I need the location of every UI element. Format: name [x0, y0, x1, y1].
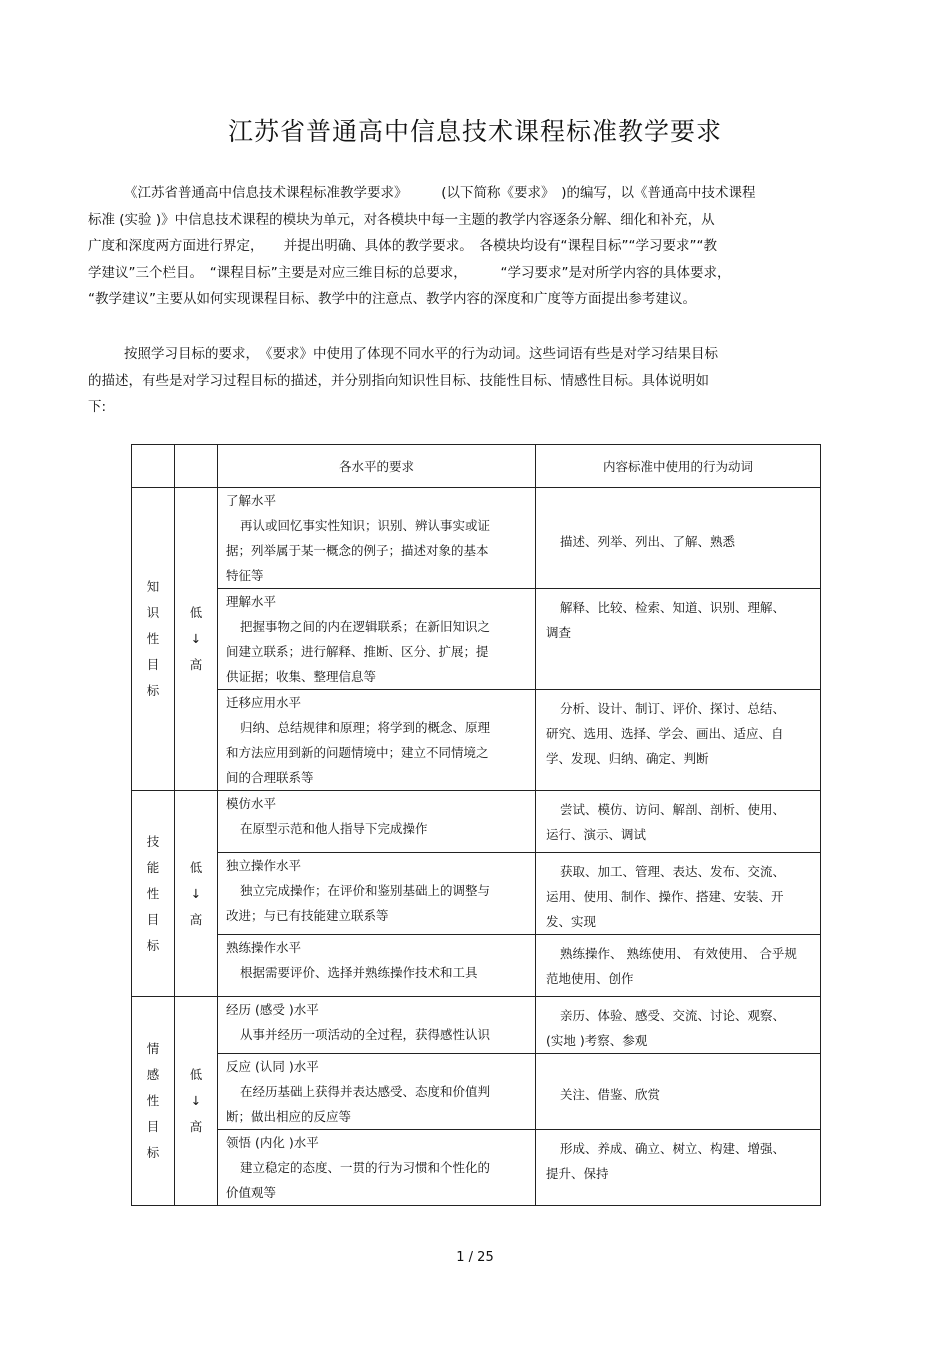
verbs-line: 获取、加工、管理、表达、发布、交流、 [560, 864, 786, 879]
text-line: 学建议”三个栏目。 “课程目标”主要是对应三维目标的总要求， “学习要求”是对所学内容的具体要求， [88, 264, 731, 281]
level-description-line: 把握事物之间的内在逻辑联系；在新旧知识之 [240, 619, 491, 634]
category-cell [132, 488, 175, 791]
verbs-line: 关注、借鉴、欣赏 [560, 1087, 661, 1102]
category-char: 能 [146, 859, 160, 875]
down-arrow-icon: ↓ [190, 631, 202, 646]
text-line: 的描述，有些是对学习过程目标的描述，并分别指向知识性目标、技能性目标、情感性目标。具体说明如 [88, 372, 709, 389]
level-description-line: 改进；与已有技能建立联系等 [226, 908, 389, 923]
level-description-line: 在原型示范和他人指导下完成操作 [240, 821, 428, 836]
category-char: 目 [146, 1119, 160, 1134]
header-requirements: 各水平的要求 [218, 445, 536, 488]
level-description-line: 据；列举属于某一概念的例子；描述对象的基本 [226, 543, 489, 558]
category-char: 标 [146, 937, 160, 953]
verbs-line: 形成、养成、确立、树立、构建、增强、 [560, 1141, 786, 1156]
verbs-line: 学、发现、归纳、确定、判断 [546, 751, 709, 766]
low-label: 低 [189, 859, 203, 875]
verbs-cell [536, 488, 821, 589]
verbs-line: 运用、使用、制作、操作、搭建、安装、开 [546, 889, 784, 904]
verbs-cell [536, 589, 821, 690]
level-name: 反应 (认同 )水平 [226, 1059, 319, 1074]
level-direction-cell [175, 791, 218, 997]
category-char: 标 [146, 1145, 160, 1160]
text-line: 广度和深度两方面进行界定， 并提出明确、具体的教学要求。 各模块均设有“课程目标”“学习要求”“教 [88, 238, 717, 254]
level-name: 了解水平 [226, 493, 277, 508]
text-line: “教学建议”主要从如何实现课程目标、教学中的注意点、教学内容的深度和广度等方面提出参考建议。 [88, 291, 696, 307]
verbs-line: 尝试、模仿、访问、解剖、剖析、使用、 [560, 802, 786, 817]
level-name: 理解水平 [226, 594, 277, 609]
low-label: 低 [189, 1067, 203, 1082]
category-cell [132, 791, 175, 997]
level-description-line: 和方法应用到新的问题情境中；建立不同情境之 [226, 745, 489, 760]
category-char: 目 [146, 657, 160, 672]
header-blank-1 [132, 445, 175, 488]
requirement-cell [218, 1130, 536, 1206]
table-row [132, 853, 821, 935]
text-line: 下: [88, 399, 107, 415]
category-char: 技 [146, 833, 160, 849]
level-direction-cell [175, 997, 218, 1206]
level-description-line: 间建立联系；进行解释、推断、区分、扩展；提 [226, 644, 489, 659]
text-line: 按照学习目标的要求， 《要求》中使用了体现不同水平的行为动词。这些词语有些是对学习结果目标 [124, 346, 718, 362]
category-char: 情 [146, 1041, 160, 1056]
level-description-line: 根据需要评价、选择并熟练操作技术和工具 [240, 965, 478, 980]
explanation-paragraph [88, 341, 838, 421]
verbs-line: 亲历、体验、感受、交流、讨论、观察、 [560, 1008, 786, 1023]
verbs-cell [536, 1054, 821, 1130]
low-label: 低 [189, 605, 203, 620]
verbs-line: 熟练操作、 熟练使用、 有效使用、 合乎规 [560, 946, 797, 961]
table-row [132, 1130, 821, 1206]
level-description-line: 间的合理联系等 [226, 770, 314, 785]
level-description-line: 独立完成操作；在评价和鉴别基础上的调整与 [240, 883, 491, 898]
requirement-cell [218, 488, 536, 589]
level-name: 领悟 (内化 )水平 [226, 1135, 319, 1150]
level-name: 模仿水平 [226, 796, 277, 811]
category-char: 性 [146, 885, 160, 901]
category-cell [132, 997, 175, 1206]
level-description-line: 特征等 [226, 568, 264, 583]
verbs-cell [536, 935, 821, 997]
down-arrow-icon: ↓ [190, 885, 202, 901]
level-description-line: 再认或回忆事实性知识；识别、辨认事实或证 [240, 518, 491, 533]
category-char: 性 [146, 1093, 160, 1108]
verbs-line: 分析、设计、制订、评价、探讨、总结、 [560, 701, 786, 716]
high-label: 高 [189, 657, 203, 672]
verbs-line: 解释、比较、检索、知道、识别、理解、 [560, 600, 786, 615]
level-name: 迁移应用水平 [226, 695, 302, 710]
verbs-line: 调查 [546, 625, 572, 640]
table-row [132, 488, 821, 589]
page-number: 1 / 25 [456, 1250, 494, 1265]
category-char: 感 [146, 1067, 160, 1082]
requirement-cell [218, 589, 536, 690]
verbs-line: 描述、列举、列出、了解、熟悉 [560, 533, 736, 549]
requirement-cell [218, 997, 536, 1054]
table-row [132, 690, 821, 791]
document-title: 江苏省普通高中信息技术课程标准教学要求 [227, 117, 722, 146]
category-char: 性 [146, 631, 160, 646]
behavior-verb-table [131, 444, 821, 1206]
verbs-cell [536, 791, 821, 853]
category-char: 识 [146, 605, 160, 620]
text-line: 标准 (实验 )》中信息技术课程的模块为单元，对各模块中每一主题的教学内容逐条分解、细化和补充，从 [88, 211, 715, 228]
requirement-cell [218, 935, 536, 997]
level-description-line: 供证据；收集、整理信息等 [226, 669, 377, 684]
table-row [132, 589, 821, 690]
verbs-line: 范地使用、创作 [546, 971, 634, 986]
header-blank-2 [175, 445, 218, 488]
requirement-cell [218, 690, 536, 791]
level-direction-cell [175, 488, 218, 791]
table-row [132, 791, 821, 853]
verbs-line: (实地 )考察、参观 [546, 1033, 648, 1048]
down-arrow-icon: ↓ [190, 1093, 202, 1108]
verbs-cell [536, 853, 821, 935]
table-row [132, 935, 821, 997]
table-header-row [132, 445, 821, 488]
verbs-cell [536, 1130, 821, 1206]
level-description-line: 归纳、总结规律和原理；将学到的概念、原理 [240, 720, 491, 735]
header-verbs: 内容标准中使用的行为动词 [536, 445, 821, 488]
level-description-line: 从事并经历一项活动的全过程，获得感性认识 [240, 1027, 491, 1042]
level-name: 熟练操作水平 [226, 940, 302, 955]
category-char: 标 [146, 683, 160, 698]
intro-paragraph [88, 180, 838, 313]
verbs-line: 运行、演示、调试 [546, 827, 647, 842]
verbs-cell [536, 997, 821, 1054]
level-description-line: 在经历基础上获得并表达感受、态度和价值判 [240, 1084, 491, 1099]
text-line: 《江苏省普通高中信息技术课程标准教学要求》 (以下简称《要求》 )的编写，以《普通高中技术课程 [124, 185, 756, 201]
level-description-line: 价值观等 [226, 1185, 277, 1200]
verbs-cell [536, 690, 821, 791]
verbs-line: 发、实现 [546, 914, 597, 929]
level-name: 经历 (感受 )水平 [226, 1002, 319, 1017]
table-row [132, 997, 821, 1054]
category-char: 目 [146, 911, 160, 927]
table-row [132, 1054, 821, 1130]
level-name: 独立操作水平 [226, 858, 302, 873]
high-label: 高 [189, 911, 203, 927]
requirement-cell [218, 1054, 536, 1130]
high-label: 高 [189, 1119, 203, 1134]
category-char: 知 [146, 579, 160, 594]
requirement-cell [218, 853, 536, 935]
verbs-line: 提升、保持 [546, 1166, 609, 1181]
level-description-line: 断；做出相应的反应等 [226, 1109, 352, 1124]
level-description-line: 建立稳定的态度、一贯的行为习惯和个性化的 [240, 1160, 491, 1175]
verbs-line: 研究、选用、选择、学会、画出、适应、自 [546, 726, 784, 741]
requirement-cell [218, 791, 536, 853]
